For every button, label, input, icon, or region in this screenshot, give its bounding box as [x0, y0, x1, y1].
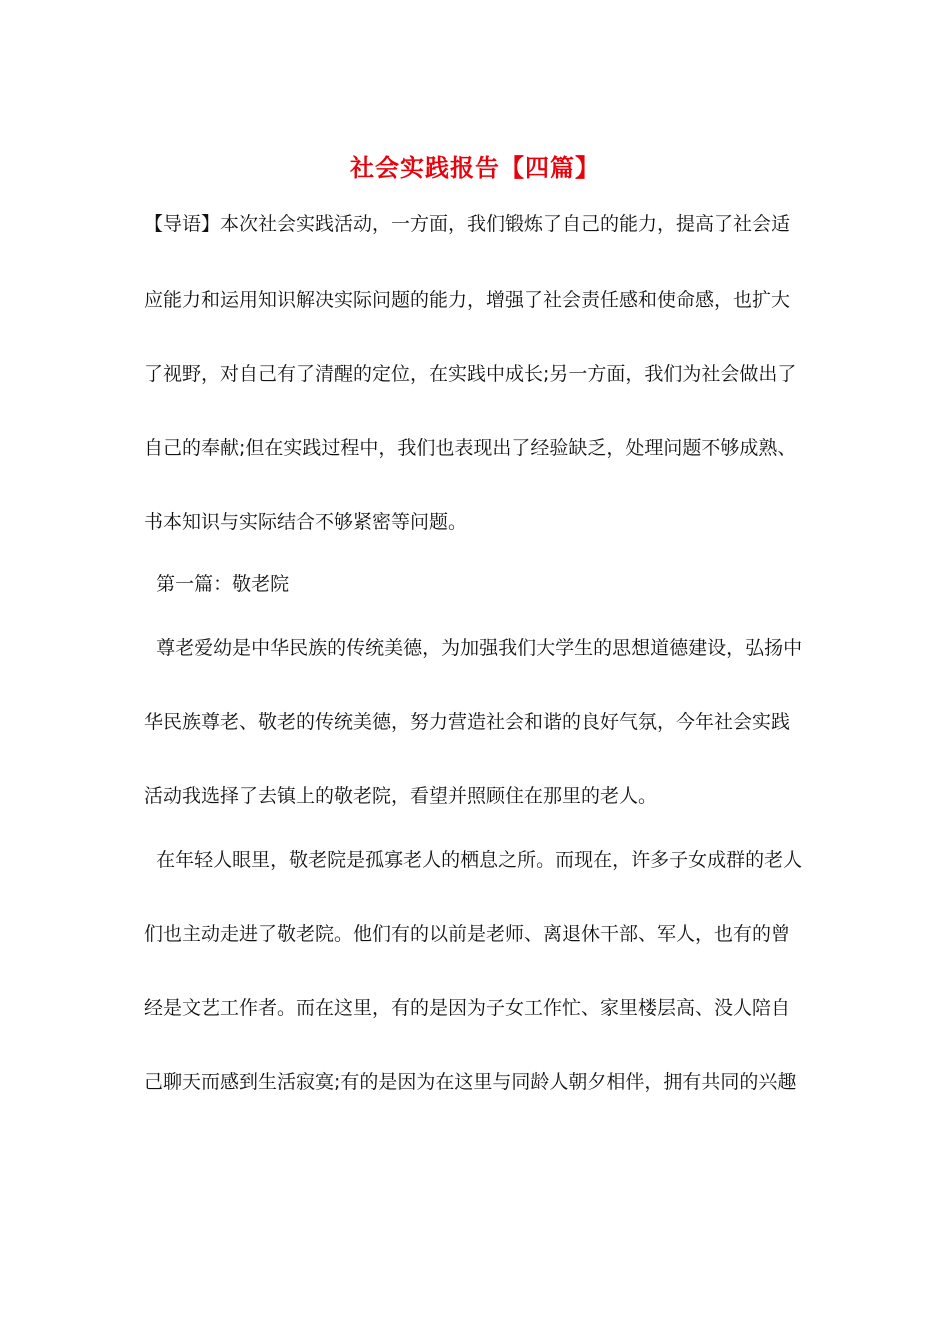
text-line: 尊老爱幼是中华民族的传统美德，为加强我们大学生的思想道德建设，弘扬中: [144, 637, 803, 659]
text-line: 己聊天而感到生活寂寞;有的是因为在这里与同龄人朝夕相伴，拥有共同的兴趣: [144, 1071, 797, 1093]
text-line: 在年轻人眼里，敬老院是孤寡老人的栖息之所。而现在，许多子女成群的老人: [144, 849, 803, 871]
text-line: 们也主动走进了敬老院。他们有的以前是老师、离退休干部、军人，也有的曾: [144, 923, 791, 945]
text-line: 书本知识与实际结合不够紧密等问题。: [144, 511, 468, 533]
text-line: 应能力和运用知识解决实际问题的能力，增强了社会责任感和使命感，也扩大: [144, 289, 791, 311]
document-title: 社会实践报告【四篇】: [350, 153, 600, 182]
text-line: 自己的奉献;但在实践过程中，我们也表现出了经验缺乏，处理问题不够成熟、: [144, 437, 797, 459]
text-line: 华民族尊老、敬老的传统美德，努力营造社会和谐的良好气氛，今年社会实践: [144, 711, 791, 733]
text-line: 【导语】本次社会实践活动，一方面，我们锻炼了自己的能力，提高了社会适: [144, 213, 791, 235]
section-heading: 第一篇：敬老院: [144, 573, 290, 595]
text-line: 活动我选择了去镇上的敬老院，看望并照顾住在那里的老人。: [144, 785, 658, 807]
text-line: 了视野，对自己有了清醒的定位，在实践中成长;另一方面，我们为社会做出了: [144, 363, 797, 385]
text-line: 经是文艺工作者。而在这里，有的是因为子女工作忙、家里楼层高、没人陪自: [144, 997, 791, 1019]
